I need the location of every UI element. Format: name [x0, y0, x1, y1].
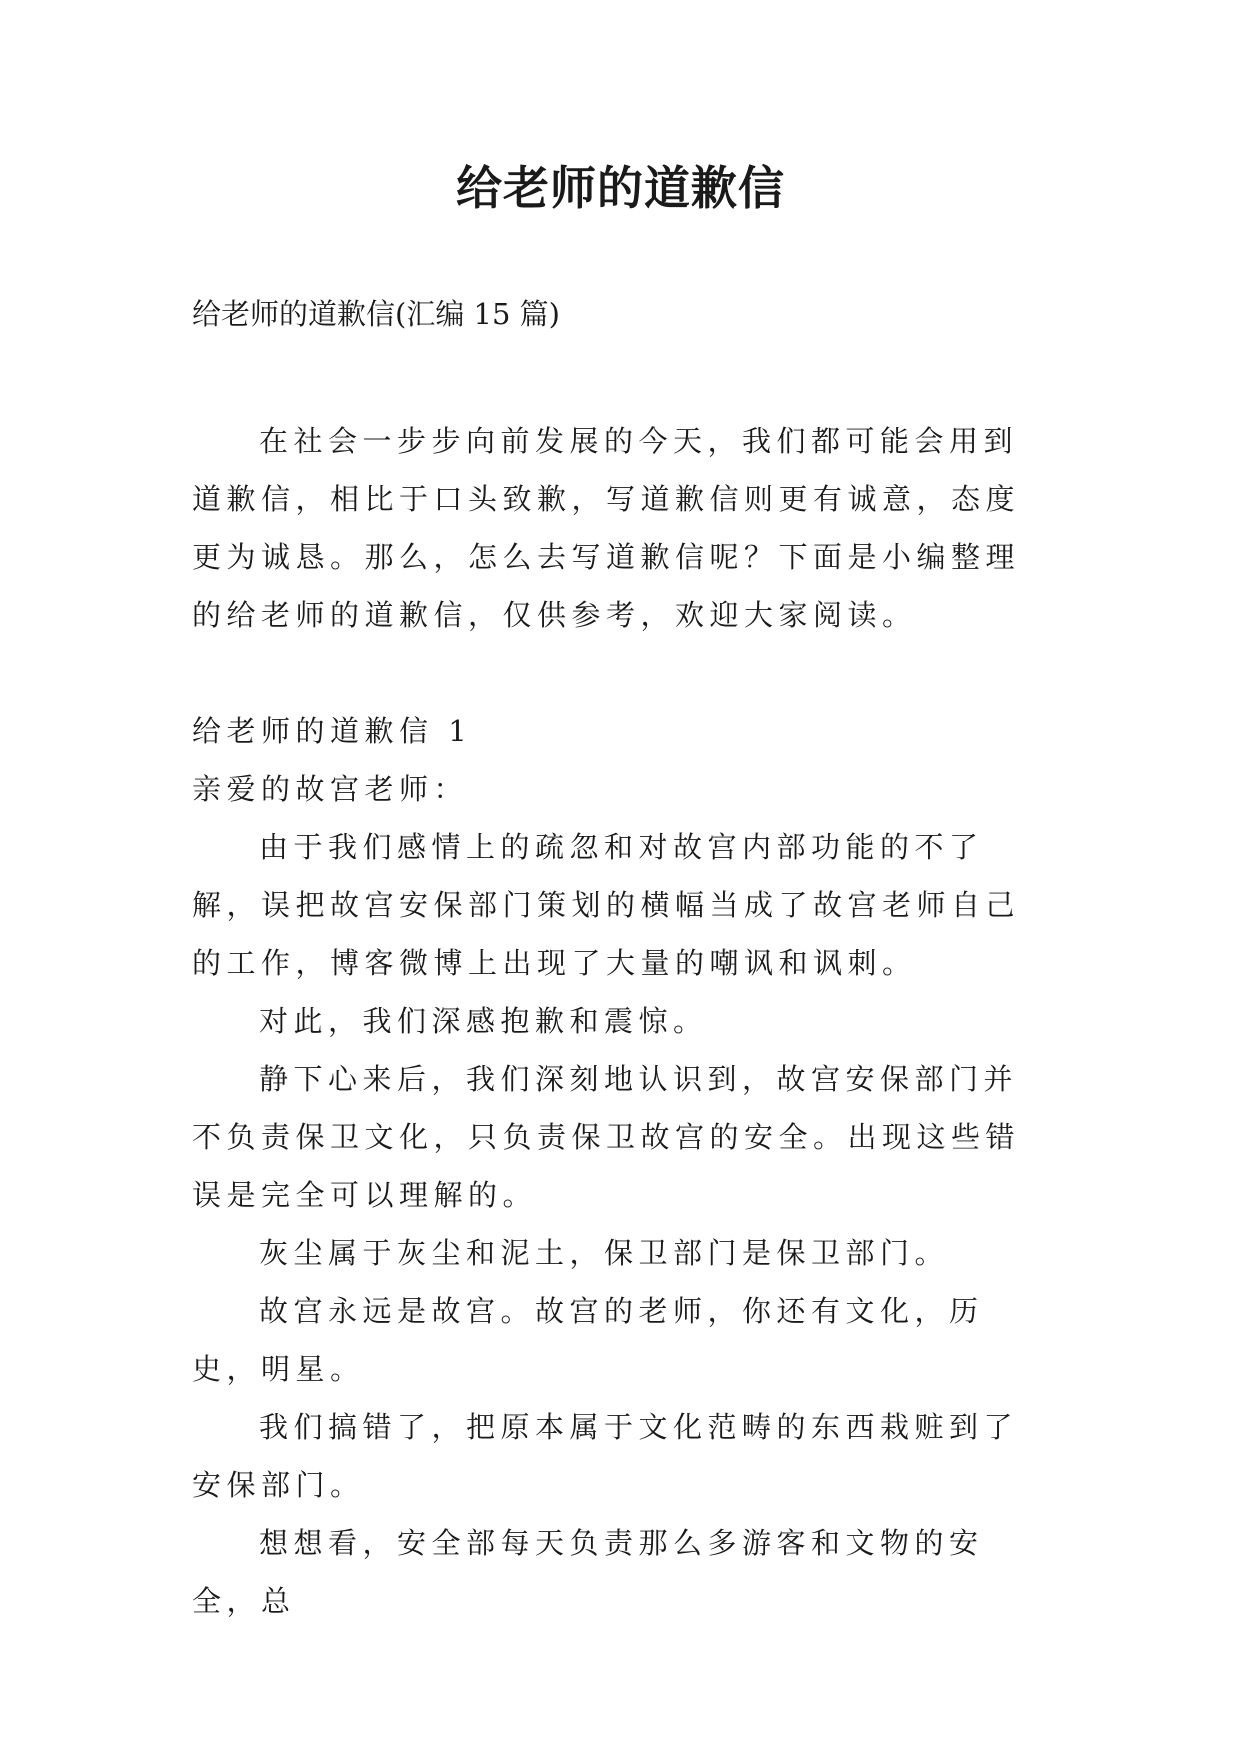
letter-paragraph: 由于我们感情上的疏忽和对故宫内部功能的不了解，误把故宫安保部门策划的横幅当成了故宫老师自己的工作，博客微博上出现了大量的嘲讽和讽刺。 — [192, 830, 1021, 980]
letter-heading: 给老师的道歉信 1 — [192, 714, 473, 748]
letter-paragraph: 对此，我们深感抱歉和震惊。 — [259, 1004, 708, 1038]
document-subtitle: 给老师的道歉信(汇编 15 篇) — [192, 297, 560, 331]
letter-salutation: 亲爱的故宫老师： — [192, 772, 469, 806]
spacer — [192, 644, 1052, 702]
intro-paragraph: 在社会一步步向前发展的今天，我们都可能会用到道歉信，相比于口头致歉，写道歉信则更有诚意，态度更为诚恳。那么，怎么去写道歉信呢？下面是小编整理的给老师的道歉信，仅供参考，欢迎大家阅读。 — [192, 424, 1021, 632]
document-title: 给老师的道歉信 — [456, 161, 785, 215]
letter-paragraph: 故宫永远是故宫。故宫的老师，你还有文化，历史，明星。 — [192, 1294, 984, 1386]
letter-paragraph: 想想看，安全部每天负责那么多游客和文物的安全，总 — [192, 1526, 984, 1618]
document-body — [192, 412, 1052, 1630]
letter-paragraph: 我们搞错了，把原本属于文化范畴的东西栽赃到了安保部门。 — [192, 1410, 1019, 1502]
letter-paragraph: 静下心来后，我们深刻地认识到，故宫安保部门并不负责保卫文化，只负责保卫故宫的安全。出现这些错误是完全可以理解的。 — [192, 1062, 1021, 1212]
letter-paragraph: 灰尘属于灰尘和泥土，保卫部门是保卫部门。 — [259, 1236, 950, 1270]
